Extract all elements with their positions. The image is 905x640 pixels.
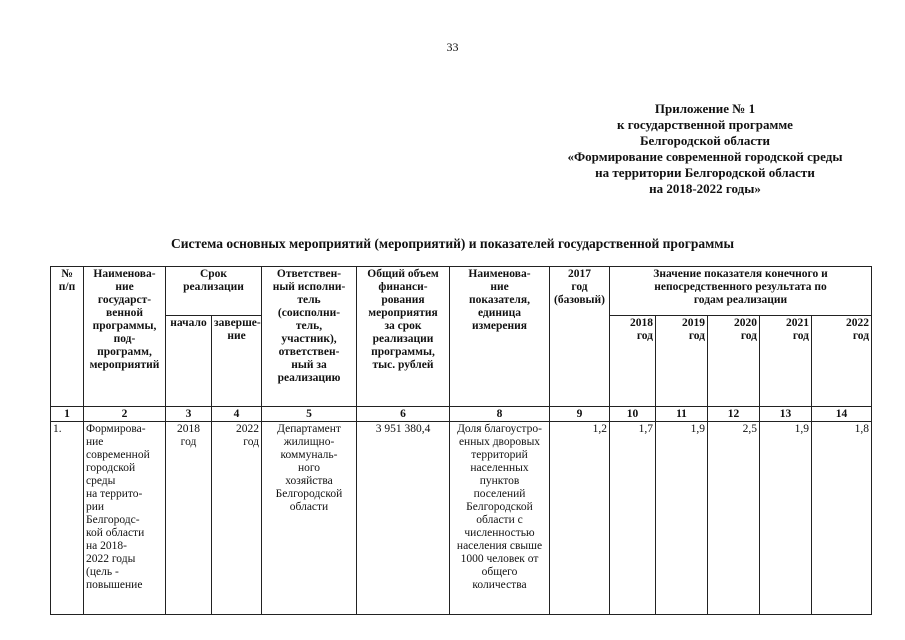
column-number: 4 — [212, 407, 262, 422]
row-value-2021: 1,9 — [760, 422, 812, 615]
table-row — [51, 422, 872, 615]
column-number: 1 — [51, 407, 84, 422]
header-term: Срок реализации — [166, 267, 262, 316]
column-number: 14 — [812, 407, 872, 422]
column-number: 12 — [708, 407, 760, 422]
appendix-line: «Формирование современной городской среды — [567, 149, 843, 164]
column-number: 2 — [84, 407, 166, 422]
header-term-start: начало — [166, 316, 212, 407]
appendix-line: к государственной программе — [617, 117, 793, 132]
measures-table — [50, 266, 872, 615]
row-value-2022: 1,8 — [812, 422, 872, 615]
column-number: 8 — [450, 407, 550, 422]
row-funding: 3 951 380,4 — [357, 422, 450, 615]
header-base-year: 2017 год (базовый) — [550, 267, 610, 407]
header-year-2022: 2022 год — [812, 316, 872, 407]
column-numbers-row — [51, 407, 872, 422]
document-title: Система основных мероприятий (мероприятий) и показателей государственной программы — [170, 236, 735, 251]
appendix-line: Белгородской области — [639, 133, 771, 148]
page-number: 33 — [446, 40, 459, 54]
row-num: 1. — [51, 422, 84, 615]
header-funding: Общий объем финанси- рования мероприятия за срок реализации программы, тыс. рублей — [357, 267, 450, 407]
header-year-2021: 2021 год — [760, 316, 812, 407]
header-term-end: заверше- ние — [212, 316, 262, 407]
column-number: 9 — [550, 407, 610, 422]
row-value-2020: 2,5 — [708, 422, 760, 615]
header-values-group: Значение показателя конечного и непосредственного результата по годам реализации — [610, 267, 872, 316]
appendix-heading — [540, 101, 870, 197]
row-value-2019: 1,9 — [656, 422, 708, 615]
appendix-line: Приложение № 1 — [654, 101, 756, 116]
header-year-2019: 2019 год — [656, 316, 708, 407]
row-end: 2022 год — [212, 422, 262, 615]
header-num: № п/п — [51, 267, 84, 407]
appendix-line: на 2018-2022 годы» — [649, 181, 761, 196]
column-number: 3 — [166, 407, 212, 422]
column-number: 10 — [610, 407, 656, 422]
column-number: 11 — [656, 407, 708, 422]
row-responsible: Департамент жилищно- коммуналь- ного хозяйства Белгородской области — [262, 422, 357, 615]
table-header-row — [51, 267, 872, 316]
header-year-2018: 2018 год — [610, 316, 656, 407]
row-name: Формирова- ние современной городской среды на террито- рии Белгородс- кой области на 2018- 2022 годы (цель - повышение — [84, 422, 166, 615]
header-indicator: Наименова- ние показателя, единица измерения — [450, 267, 550, 407]
row-start: 2018 год — [166, 422, 212, 615]
column-number: 6 — [357, 407, 450, 422]
header-responsible: Ответствен- ный исполни- тель (соисполни- тель, участник), ответствен- ный за реализацию — [262, 267, 357, 407]
row-value-2018: 1,7 — [610, 422, 656, 615]
column-number: 5 — [262, 407, 357, 422]
header-name: Наименова- ние государст- венной программы, под- программ, мероприятий — [84, 267, 166, 407]
row-indicator: Доля благоустро- енных дворовых территорий населенных пунктов поселений Белгородской области с численностью населения свыше 1000 человек от общего количества — [450, 422, 550, 615]
row-base-value: 1,2 — [550, 422, 610, 615]
appendix-line: на территории Белгородской области — [595, 165, 815, 180]
header-year-2020: 2020 год — [708, 316, 760, 407]
column-number: 13 — [760, 407, 812, 422]
